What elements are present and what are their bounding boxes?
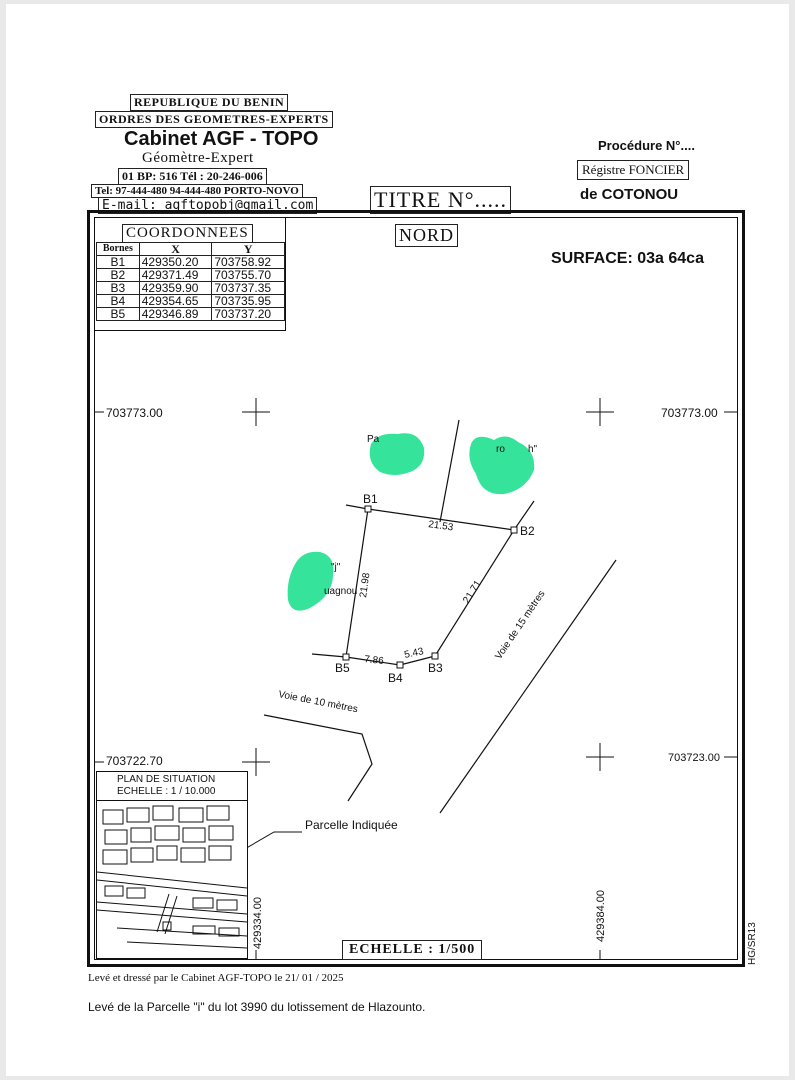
borne-cell: B2 [97, 269, 140, 282]
borne-label-b3: B3 [428, 661, 443, 675]
situation-scale: ECHELLE : 1 / 10.000 [117, 786, 216, 797]
document-page [6, 4, 789, 1076]
republic-label: REPUBLIQUE DU BENIN [130, 94, 288, 111]
y-cell: 703737.35 [212, 282, 285, 295]
grid-x-right: 429384.00 [595, 890, 607, 942]
road-label-10m: Voie de 10 mètres [277, 689, 359, 716]
situation-pointer-label: Parcelle Indiquée [305, 818, 398, 832]
grid-y-bottom-right: 703723.00 [668, 752, 720, 764]
ref-code: HG/SR13 [747, 922, 758, 965]
distance-b5-b1: 21.98 [358, 572, 373, 599]
redaction-marks [288, 433, 535, 610]
nord-label: NORD [395, 224, 458, 247]
neighbor-fragment: uagnou [324, 586, 358, 597]
borne-marker [365, 506, 371, 512]
x-cell: 429354.65 [139, 295, 212, 308]
x-cell: 429350.20 [139, 256, 212, 269]
procedure-label: Procédure N°.... [598, 138, 695, 153]
header-x: X [139, 243, 212, 256]
highlight-blob [288, 552, 334, 611]
distance-b2-b3: 21.71 [461, 578, 484, 606]
borne-cell: B4 [97, 295, 140, 308]
ville-label: de COTONOU [580, 186, 679, 203]
road-label-15m: Voie de 15 mètres [493, 588, 548, 662]
x-cell: 429346.89 [139, 308, 212, 321]
grid-y-bottom-left: 703722.70 [106, 754, 163, 768]
distance-b1-b2: 21.53 [427, 519, 454, 534]
situation-divider [97, 800, 247, 801]
order-label: ORDRES DES GEOMETRES-EXPERTS [95, 111, 333, 128]
email-label: E-mail: agftopobj@gmail.com [98, 197, 317, 214]
neighbor-fragment: h" [528, 444, 538, 455]
surface-label: SURFACE: 03a 64ca [551, 250, 704, 267]
situation-panel [96, 771, 248, 959]
distance-b4-b5: 7.86 [363, 654, 385, 668]
borne-label-b5: B5 [335, 661, 350, 675]
grid-x-left: 429334.00 [252, 897, 264, 949]
y-cell: 703755.70 [212, 269, 285, 282]
header-y: Y [212, 243, 285, 256]
situation-map [97, 802, 247, 958]
distance-b3-b4: 5.43 [403, 646, 425, 661]
borne-label-b1: B1 [363, 492, 378, 506]
y-cell: 703735.95 [212, 295, 285, 308]
borne-marker [432, 653, 438, 659]
borne-marker [397, 662, 403, 668]
bp-label: 01 BP: 516 Tél : 20-246-006 [118, 168, 267, 185]
y-cell: 703758.92 [212, 256, 285, 269]
cabinet-name: Cabinet AGF - TOPO [124, 128, 319, 150]
grid-y-top-left: 703773.00 [106, 406, 163, 420]
neighbor-fragment: ro [496, 444, 505, 455]
titre-label: TITRE N°..... [370, 186, 511, 214]
borne-label-b2: B2 [520, 524, 535, 538]
neighbor-fragment: "j" [331, 562, 341, 573]
borne-cell: B3 [97, 282, 140, 295]
situation-title: PLAN DE SITUATION [117, 774, 216, 785]
borne-cell: B1 [97, 256, 140, 269]
tel-label: Tel: 97-444-480 94-444-480 PORTO-NOVO [91, 184, 303, 198]
borne-label-b4: B4 [388, 671, 403, 685]
echelle-label: ECHELLE : 1/500 [342, 940, 482, 960]
borne-marker [343, 654, 349, 660]
profession-label: Géomètre-Expert [142, 150, 254, 166]
leve-description: Levé de la Parcelle "i" du lot 3990 du lotissement de Hlazounto. [88, 1000, 426, 1014]
borne-marker [511, 527, 517, 533]
neighbor-fragment: Pa [367, 434, 380, 445]
header-bornes: Bornes [97, 243, 140, 256]
grid-y-top-right: 703773.00 [661, 406, 718, 420]
road-10m-edge [264, 715, 372, 801]
y-cell: 703737.20 [212, 308, 285, 321]
coordinates-title: COORDONNEES [122, 224, 253, 243]
leve-credit: Levé et dressé par le Cabinet AGF-TOPO le 21/ 01 / 2025 [88, 972, 344, 984]
x-cell: 429371.49 [139, 269, 212, 282]
x-cell: 429359.90 [139, 282, 212, 295]
registre-label: Régistre FONCIER [577, 160, 689, 180]
borne-cell: B5 [97, 308, 140, 321]
neighbor-boundary [440, 420, 459, 522]
